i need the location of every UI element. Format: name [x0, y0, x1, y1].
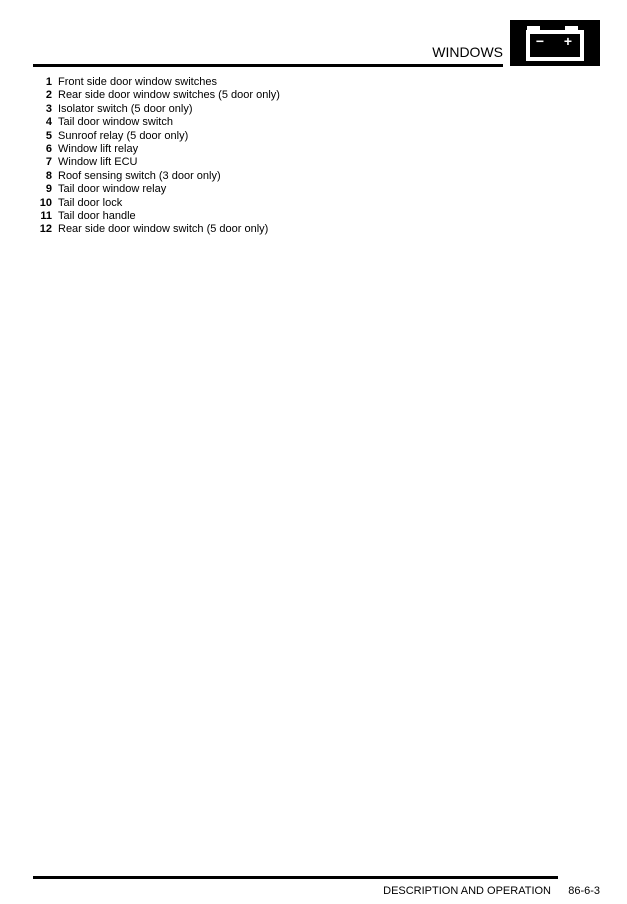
legend-item — [33, 116, 280, 129]
legend-item — [33, 183, 280, 196]
legend-item — [33, 130, 280, 143]
legend-text: Tail door window switch — [58, 116, 173, 129]
battery-plus-label: + — [563, 33, 573, 49]
battery-minus-label: − — [535, 33, 545, 49]
legend-number: 11 — [40, 209, 52, 222]
legend-text: Isolator switch (5 door only) — [58, 102, 193, 115]
legend-text: Window lift relay — [58, 142, 139, 155]
legend-item — [33, 156, 280, 169]
legend-item — [33, 103, 280, 116]
legend-text: Tail door window relay — [58, 183, 167, 196]
legend-number: 3 — [45, 102, 52, 115]
legend-number: 1 — [45, 76, 52, 88]
legend-item — [33, 89, 280, 102]
legend-number: 8 — [45, 169, 52, 182]
legend-number: 4 — [45, 116, 52, 129]
legend-item — [33, 223, 280, 236]
legend-item — [33, 210, 280, 223]
legend-number: 6 — [45, 142, 52, 155]
header-rule — [33, 64, 503, 67]
legend-number: 10 — [39, 196, 52, 209]
legend-number: 7 — [45, 156, 52, 169]
legend-number: 9 — [45, 183, 52, 196]
footer-rule — [33, 876, 558, 879]
component-legend — [33, 76, 280, 237]
legend-number: 12 — [39, 223, 52, 236]
legend-text: Roof sensing switch (3 door only) — [58, 169, 221, 182]
legend-text: Rear side door window switch (5 door only) — [58, 223, 269, 236]
footer-section-name: DESCRIPTION AND OPERATION — [383, 885, 551, 897]
battery-icon — [510, 20, 600, 66]
legend-item — [33, 170, 280, 183]
page-number: 86-6-3 — [568, 885, 600, 897]
legend-text: Sunroof relay (5 door only) — [58, 129, 189, 142]
legend-number: 2 — [45, 89, 52, 102]
legend-number: 5 — [45, 129, 52, 142]
legend-text: Rear side door window switches (5 door only) — [58, 89, 280, 102]
legend-item — [33, 143, 280, 156]
legend-item — [33, 76, 280, 89]
legend-text: Window lift ECU — [58, 156, 138, 169]
section-title: WINDOWS — [432, 44, 503, 60]
legend-item — [33, 197, 280, 210]
legend-text: Front side door window switches — [58, 76, 217, 88]
legend-text: Tail door lock — [58, 196, 123, 209]
legend-text: Tail door handle — [58, 209, 136, 222]
